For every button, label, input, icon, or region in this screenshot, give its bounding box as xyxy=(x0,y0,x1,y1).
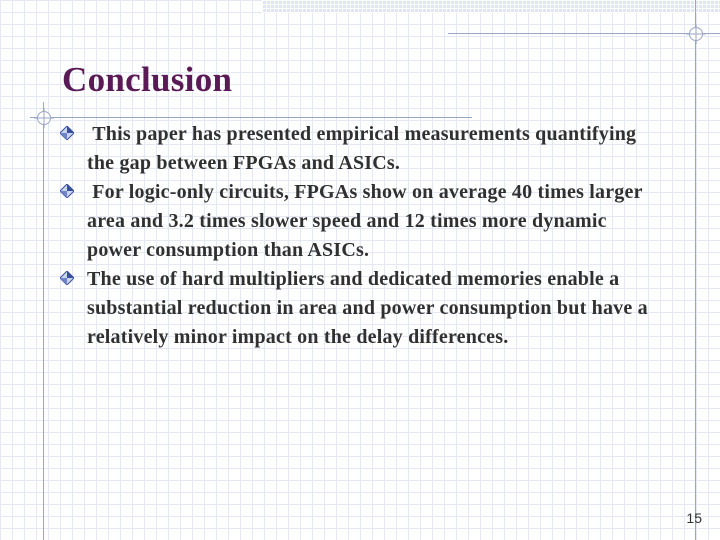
bullet-text: For logic-only circuits, FPGAs show on average 40 times larger area and 3.2 times slower speed and 12 times more dynamic power consumption than ASICs. xyxy=(87,181,648,261)
bullet-text: The use of hard multipliers and dedicated memories enable a substantial reduction in area and power consumption but have a relatively minor impact on the delay differences. xyxy=(87,268,654,348)
diamond-bullet-icon xyxy=(60,271,74,285)
title-underline-decoration xyxy=(30,117,472,118)
crosshair-ring-icon xyxy=(689,27,703,41)
right-decoration-line xyxy=(695,0,696,540)
top-decoration-line xyxy=(448,33,720,34)
page-number: 15 xyxy=(686,510,702,526)
slide-title: Conclusion xyxy=(62,60,233,99)
header-decoration-band xyxy=(262,0,720,13)
bullet-item xyxy=(58,120,658,178)
crosshair-ring-icon xyxy=(37,111,51,125)
diamond-bullet-icon xyxy=(60,184,74,198)
bullet-text: This paper has presented empirical measurements quantifying the gap between FPGAs and ASICs. xyxy=(87,123,642,174)
diamond-bullet-icon xyxy=(60,126,74,140)
bullet-item xyxy=(58,265,658,352)
left-decoration-line xyxy=(43,102,44,540)
bullet-item xyxy=(58,178,658,265)
bullet-list xyxy=(58,120,658,352)
